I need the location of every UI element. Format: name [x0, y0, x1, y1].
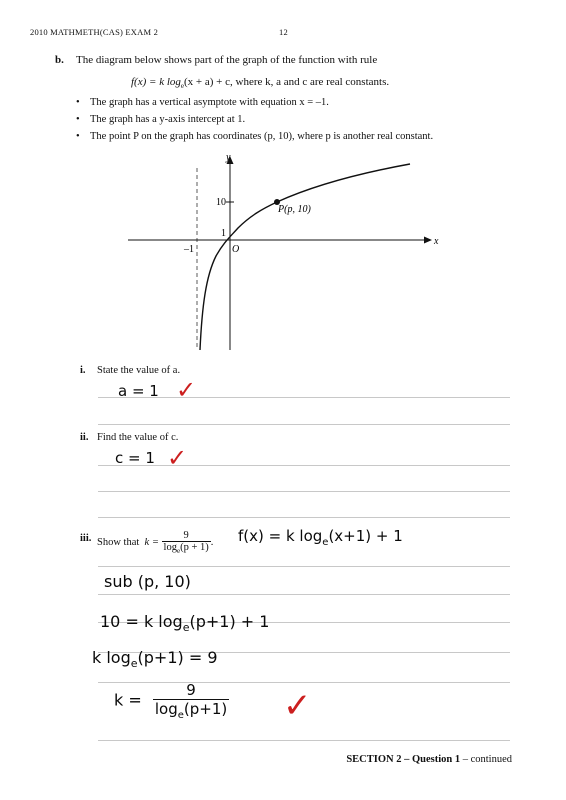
- k-fraction: [162, 530, 211, 555]
- w3: k log: [92, 648, 131, 667]
- part-label: b.: [55, 54, 64, 66]
- origin-label: O: [232, 244, 240, 255]
- footer-section: SECTION 2 – Question 1: [346, 754, 461, 765]
- function-rule: [131, 76, 389, 90]
- question-ii-label: ii.: [80, 432, 89, 443]
- question-i-label: i.: [80, 365, 86, 376]
- footer-continued: – continued: [460, 754, 512, 765]
- footer: [346, 754, 512, 765]
- answer-line: [98, 491, 510, 492]
- bullet-text: The graph has a y-axis intercept at 1.: [90, 114, 246, 125]
- part-intro: The diagram below shows part of the graph of the function with rule: [76, 54, 378, 66]
- answer-line: [98, 397, 510, 398]
- exam-header: 2010 MATHMETH(CAS) EXAM 2: [30, 27, 159, 37]
- question-i-text: State the value of a.: [97, 365, 181, 376]
- rule-sub: e: [180, 82, 184, 91]
- y-tick-10-label: 10: [216, 197, 226, 208]
- answer-ii: c = 1: [115, 449, 155, 467]
- w4-den: [153, 700, 229, 721]
- tick-mark-icon: ✓: [167, 444, 188, 472]
- w0: f(x) = k log: [238, 527, 323, 545]
- answer-line: [98, 517, 510, 518]
- w3-sub: e: [130, 657, 138, 671]
- answer-line: [98, 594, 510, 595]
- answer-line: [98, 424, 510, 425]
- tick-mark-icon: ✓: [283, 686, 312, 726]
- bullet-text: The point P on the graph has coordinates (p, 10), where p is another real constant.: [90, 131, 434, 142]
- w4-num: 9: [153, 681, 229, 700]
- w4-lhs: k =: [114, 690, 142, 710]
- bullet-3: • The point P on the graph has coordinates (p, 10), where p is another real constant.: [76, 131, 434, 142]
- question-iii-text: [97, 530, 213, 555]
- question-ii-text: Find the value of c.: [97, 432, 179, 443]
- log-curve: [200, 164, 410, 350]
- working-line-1: sub (p, 10): [104, 572, 191, 591]
- answer-line: [98, 740, 510, 741]
- page-number: 12: [279, 27, 288, 37]
- log-text: log: [163, 542, 177, 553]
- y-intercept-label: 1: [221, 228, 226, 239]
- answer-i: a = 1: [118, 382, 159, 400]
- working-line-4: [114, 681, 229, 721]
- y-axis-label: y: [226, 152, 231, 163]
- k-numerator: 9: [162, 530, 211, 542]
- rule-lhs: f(x) = k log: [131, 76, 181, 88]
- bullet-1: • The graph has a vertical asymptote with equation x = –1.: [76, 97, 329, 108]
- working-line-2: [100, 612, 269, 634]
- w4-den-log: log: [154, 700, 178, 718]
- w4-fraction: [153, 681, 229, 721]
- w2-sub: e: [182, 621, 190, 635]
- show-that-text: Show that: [97, 536, 140, 548]
- x-axis-label: x: [434, 236, 439, 247]
- working-line-3: [92, 648, 218, 670]
- log-base: e: [176, 547, 181, 556]
- point-p-label: P(p, 10): [278, 204, 311, 215]
- answer-line: [98, 566, 510, 567]
- function-graph: [120, 146, 450, 358]
- w4-den-sub: e: [177, 710, 184, 721]
- period: .: [210, 536, 214, 548]
- w4-den-tail: (p+1): [183, 700, 228, 718]
- x-axis-arrow: [424, 237, 432, 244]
- log-arg: (p + 1): [180, 542, 209, 553]
- k-lhs: k =: [144, 536, 159, 548]
- w3-tail: (p+1) = 9: [137, 648, 218, 667]
- w0-tail: (x+1) + 1: [328, 527, 403, 545]
- w2-tail: (p+1) + 1: [189, 612, 270, 631]
- tick-mark-icon: ✓: [176, 376, 197, 404]
- k-denominator: [162, 542, 211, 555]
- bullet-text: The graph has a vertical asymptote with equation x = –1.: [90, 97, 329, 108]
- w2: 10 = k log: [100, 612, 183, 631]
- question-iii-label: iii.: [80, 533, 92, 544]
- bullet-2: • The graph has a y-axis intercept at 1.: [76, 114, 246, 125]
- rule-rhs: (x + a) + c, where k, a and c are real constants.: [184, 76, 390, 88]
- x-tick-label: –1: [184, 244, 194, 255]
- answer-line: [98, 465, 510, 466]
- w0-sub: e: [322, 537, 329, 548]
- working-line-0: [238, 527, 403, 548]
